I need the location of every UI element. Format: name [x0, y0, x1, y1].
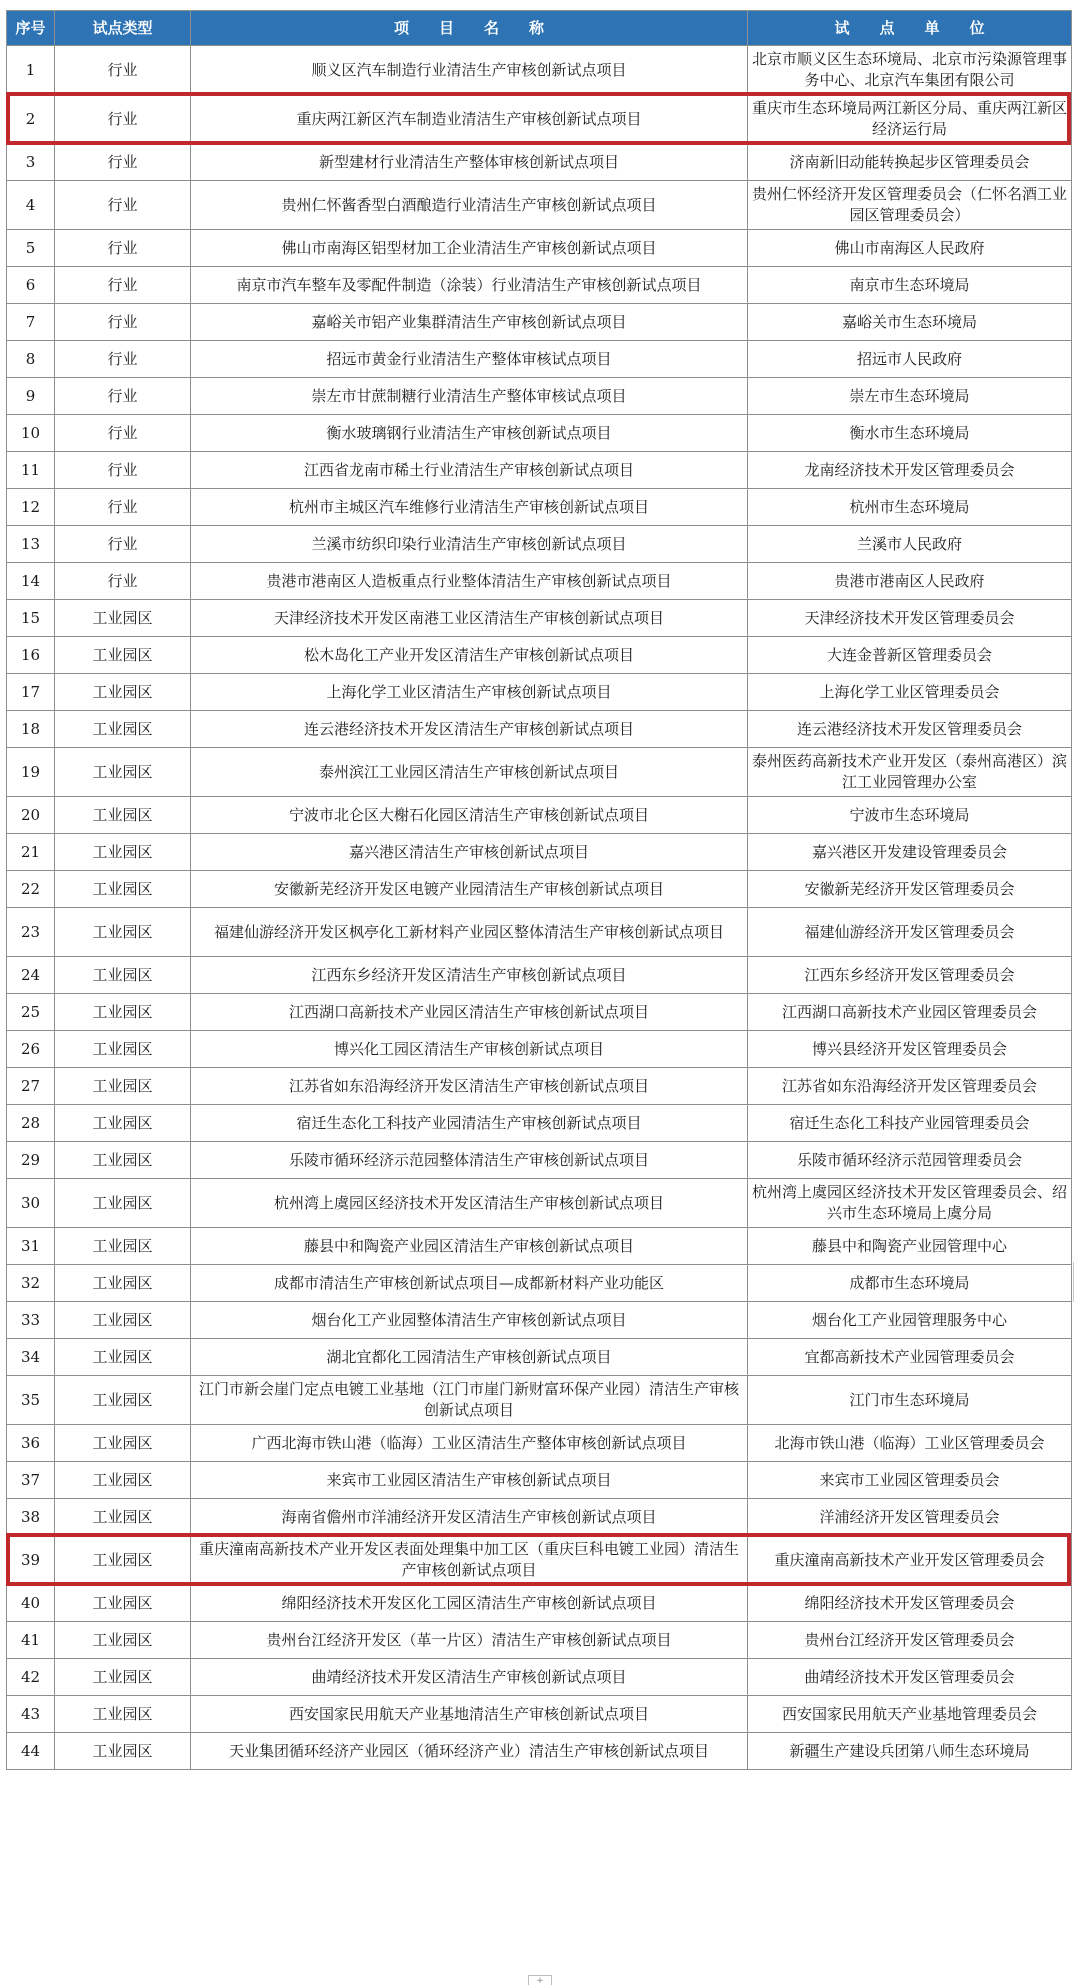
cell-serial-number: 34	[7, 1339, 55, 1376]
cell-pilot-unit: 大连金普新区管理委员会	[748, 637, 1072, 674]
scroll-grip-icon[interactable]: +	[528, 1975, 552, 1985]
cell-pilot-type: 行业	[55, 267, 191, 304]
cell-pilot-type: 工业园区	[55, 1659, 191, 1696]
cell-pilot-type: 工业园区	[55, 1499, 191, 1536]
table-row	[7, 526, 1072, 563]
cell-project-name: 顺义区汽车制造行业清洁生产审核创新试点项目	[191, 46, 748, 95]
cell-serial-number: 19	[7, 748, 55, 797]
cell-project-name: 杭州市主城区汽车维修行业清洁生产审核创新试点项目	[191, 489, 748, 526]
cell-project-name: 贵港市港南区人造板重点行业整体清洁生产审核创新试点项目	[191, 563, 748, 600]
cell-serial-number: 6	[7, 267, 55, 304]
cell-serial-number: 24	[7, 957, 55, 994]
table-row	[7, 711, 1072, 748]
cell-project-name: 乐陵市循环经济示范园整体清洁生产审核创新试点项目	[191, 1142, 748, 1179]
cell-serial-number: 32	[7, 1265, 55, 1302]
cell-pilot-type: 工业园区	[55, 1425, 191, 1462]
cell-serial-number: 20	[7, 797, 55, 834]
cell-pilot-unit: 重庆潼南高新技术产业开发区管理委员会	[748, 1536, 1072, 1585]
table-row	[7, 1142, 1072, 1179]
header-pilot-unit: 试 点 单 位	[748, 11, 1072, 46]
header-pilot-type: 试点类型	[55, 11, 191, 46]
cell-pilot-type: 行业	[55, 378, 191, 415]
cell-project-name: 绵阳经济技术开发区化工园区清洁生产审核创新试点项目	[191, 1585, 748, 1622]
cell-project-name: 新型建材行业清洁生产整体审核创新试点项目	[191, 144, 748, 181]
cell-project-name: 江门市新会崖门定点电镀工业基地（江门市崖门新财富环保产业园）清洁生产审核创新试点项目	[191, 1376, 748, 1425]
cell-pilot-type: 工业园区	[55, 1585, 191, 1622]
cell-pilot-unit: 安徽新芜经济开发区管理委员会	[748, 871, 1072, 908]
cell-pilot-unit: 嘉兴港区开发建设管理委员会	[748, 834, 1072, 871]
cell-serial-number: 29	[7, 1142, 55, 1179]
cell-project-name: 重庆潼南高新技术产业开发区表面处理集中加工区（重庆巨科电镀工业园）清洁生产审核创新试点项目	[191, 1536, 748, 1585]
page-edge-mark	[1073, 1262, 1080, 1302]
cell-pilot-type: 行业	[55, 144, 191, 181]
table-row	[7, 1179, 1072, 1228]
cell-pilot-unit: 泰州医药高新技术产业开发区（泰州高港区）滨江工业园管理办公室	[748, 748, 1072, 797]
table-row	[7, 563, 1072, 600]
cell-pilot-type: 行业	[55, 563, 191, 600]
cell-serial-number: 36	[7, 1425, 55, 1462]
table-row	[7, 1462, 1072, 1499]
table-row	[7, 1228, 1072, 1265]
cell-pilot-unit: 藤县中和陶瓷产业园管理中心	[748, 1228, 1072, 1265]
cell-pilot-unit: 江苏省如东沿海经济开发区管理委员会	[748, 1068, 1072, 1105]
cell-serial-number: 15	[7, 600, 55, 637]
table-row	[7, 600, 1072, 637]
table-row	[7, 748, 1072, 797]
cell-serial-number: 43	[7, 1696, 55, 1733]
cell-project-name: 宿迁生态化工科技产业园清洁生产审核创新试点项目	[191, 1105, 748, 1142]
cell-project-name: 江西省龙南市稀土行业清洁生产审核创新试点项目	[191, 452, 748, 489]
table-row	[7, 1068, 1072, 1105]
cell-project-name: 西安国家民用航天产业基地清洁生产审核创新试点项目	[191, 1696, 748, 1733]
cell-pilot-type: 工业园区	[55, 1376, 191, 1425]
cell-pilot-type: 工业园区	[55, 1179, 191, 1228]
cell-serial-number: 12	[7, 489, 55, 526]
pilot-project-table	[6, 10, 1072, 1770]
cell-pilot-unit: 重庆市生态环境局两江新区分局、重庆两江新区经济运行局	[748, 95, 1072, 144]
cell-serial-number: 39	[7, 1536, 55, 1585]
cell-project-name: 江西湖口高新技术产业园区清洁生产审核创新试点项目	[191, 994, 748, 1031]
table-row	[7, 489, 1072, 526]
cell-serial-number: 40	[7, 1585, 55, 1622]
cell-serial-number: 4	[7, 181, 55, 230]
cell-pilot-unit: 崇左市生态环境局	[748, 378, 1072, 415]
cell-project-name: 成都市清洁生产审核创新试点项目—成都新材料产业功能区	[191, 1265, 748, 1302]
cell-pilot-type: 工业园区	[55, 797, 191, 834]
cell-serial-number: 25	[7, 994, 55, 1031]
cell-pilot-unit: 西安国家民用航天产业基地管理委员会	[748, 1696, 1072, 1733]
table-row	[7, 452, 1072, 489]
cell-pilot-unit: 新疆生产建设兵团第八师生态环境局	[748, 1733, 1072, 1770]
table-row	[7, 267, 1072, 304]
cell-pilot-unit: 福建仙游经济开发区管理委员会	[748, 908, 1072, 957]
cell-pilot-type: 工业园区	[55, 674, 191, 711]
cell-serial-number: 23	[7, 908, 55, 957]
cell-pilot-type: 工业园区	[55, 1142, 191, 1179]
cell-project-name: 衡水玻璃钢行业清洁生产审核创新试点项目	[191, 415, 748, 452]
cell-pilot-type: 行业	[55, 304, 191, 341]
cell-project-name: 佛山市南海区铝型材加工企业清洁生产审核创新试点项目	[191, 230, 748, 267]
cell-project-name: 嘉峪关市铝产业集群清洁生产审核创新试点项目	[191, 304, 748, 341]
table-row	[7, 1302, 1072, 1339]
cell-pilot-type: 行业	[55, 95, 191, 144]
cell-pilot-unit: 招远市人民政府	[748, 341, 1072, 378]
table-row	[7, 144, 1072, 181]
cell-pilot-type: 工业园区	[55, 1536, 191, 1585]
cell-serial-number: 14	[7, 563, 55, 600]
cell-serial-number: 27	[7, 1068, 55, 1105]
cell-project-name: 松木岛化工产业开发区清洁生产审核创新试点项目	[191, 637, 748, 674]
table-row	[7, 378, 1072, 415]
cell-project-name: 江西东乡经济开发区清洁生产审核创新试点项目	[191, 957, 748, 994]
cell-pilot-type: 行业	[55, 341, 191, 378]
cell-pilot-unit: 天津经济技术开发区管理委员会	[748, 600, 1072, 637]
cell-pilot-unit: 兰溪市人民政府	[748, 526, 1072, 563]
cell-serial-number: 37	[7, 1462, 55, 1499]
cell-pilot-unit: 贵港市港南区人民政府	[748, 563, 1072, 600]
cell-project-name: 安徽新芜经济开发区电镀产业园清洁生产审核创新试点项目	[191, 871, 748, 908]
cell-pilot-type: 工业园区	[55, 1339, 191, 1376]
cell-pilot-type: 工业园区	[55, 1302, 191, 1339]
cell-pilot-type: 工业园区	[55, 637, 191, 674]
table-row	[7, 46, 1072, 95]
cell-serial-number: 5	[7, 230, 55, 267]
table-header-row	[7, 11, 1072, 46]
cell-pilot-unit: 贵州仁怀经济开发区管理委员会（仁怀名酒工业园区管理委员会）	[748, 181, 1072, 230]
cell-serial-number: 42	[7, 1659, 55, 1696]
cell-pilot-unit: 绵阳经济技术开发区管理委员会	[748, 1585, 1072, 1622]
cell-serial-number: 7	[7, 304, 55, 341]
cell-pilot-type: 工业园区	[55, 1733, 191, 1770]
cell-pilot-type: 工业园区	[55, 1462, 191, 1499]
table-row	[7, 95, 1072, 144]
cell-pilot-type: 工业园区	[55, 957, 191, 994]
header-serial-number: 序号	[7, 11, 55, 46]
table-row	[7, 834, 1072, 871]
cell-pilot-type: 行业	[55, 526, 191, 563]
pilot-project-sheet	[6, 10, 1071, 1770]
table-row	[7, 230, 1072, 267]
cell-pilot-type: 工业园区	[55, 994, 191, 1031]
cell-serial-number: 2	[7, 95, 55, 144]
cell-serial-number: 31	[7, 1228, 55, 1265]
table-row	[7, 1622, 1072, 1659]
cell-project-name: 博兴化工园区清洁生产审核创新试点项目	[191, 1031, 748, 1068]
cell-pilot-unit: 曲靖经济技术开发区管理委员会	[748, 1659, 1072, 1696]
cell-pilot-type: 工业园区	[55, 834, 191, 871]
cell-pilot-unit: 江西东乡经济开发区管理委员会	[748, 957, 1072, 994]
cell-project-name: 泰州滨江工业园区清洁生产审核创新试点项目	[191, 748, 748, 797]
table-row	[7, 415, 1072, 452]
table-row	[7, 1425, 1072, 1462]
cell-pilot-unit: 洋浦经济开发区管理委员会	[748, 1499, 1072, 1536]
table-row	[7, 1339, 1072, 1376]
table-row	[7, 1696, 1072, 1733]
table-row	[7, 1536, 1072, 1585]
cell-pilot-type: 工业园区	[55, 600, 191, 637]
cell-pilot-unit: 连云港经济技术开发区管理委员会	[748, 711, 1072, 748]
cell-project-name: 湖北宜都化工园清洁生产审核创新试点项目	[191, 1339, 748, 1376]
cell-project-name: 江苏省如东沿海经济开发区清洁生产审核创新试点项目	[191, 1068, 748, 1105]
cell-project-name: 杭州湾上虞园区经济技术开发区清洁生产审核创新试点项目	[191, 1179, 748, 1228]
cell-pilot-type: 行业	[55, 452, 191, 489]
cell-pilot-type: 工业园区	[55, 908, 191, 957]
table-row	[7, 1265, 1072, 1302]
cell-pilot-unit: 江西湖口高新技术产业园区管理委员会	[748, 994, 1072, 1031]
cell-pilot-unit: 贵州台江经济开发区管理委员会	[748, 1622, 1072, 1659]
cell-pilot-unit: 江门市生态环境局	[748, 1376, 1072, 1425]
cell-project-name: 重庆两江新区汽车制造业清洁生产审核创新试点项目	[191, 95, 748, 144]
cell-project-name: 嘉兴港区清洁生产审核创新试点项目	[191, 834, 748, 871]
cell-serial-number: 21	[7, 834, 55, 871]
cell-project-name: 招远市黄金行业清洁生产整体审核试点项目	[191, 341, 748, 378]
cell-project-name: 天业集团循环经济产业园区（循环经济产业）清洁生产审核创新试点项目	[191, 1733, 748, 1770]
cell-serial-number: 22	[7, 871, 55, 908]
table-row	[7, 1031, 1072, 1068]
cell-pilot-type: 行业	[55, 46, 191, 95]
cell-pilot-type: 工业园区	[55, 1622, 191, 1659]
cell-serial-number: 28	[7, 1105, 55, 1142]
cell-pilot-type: 工业园区	[55, 1228, 191, 1265]
table-row	[7, 1659, 1072, 1696]
cell-serial-number: 8	[7, 341, 55, 378]
cell-serial-number: 26	[7, 1031, 55, 1068]
cell-project-name: 连云港经济技术开发区清洁生产审核创新试点项目	[191, 711, 748, 748]
cell-pilot-unit: 宜都高新技术产业园管理委员会	[748, 1339, 1072, 1376]
table-row	[7, 1499, 1072, 1536]
cell-pilot-type: 工业园区	[55, 1105, 191, 1142]
cell-project-name: 南京市汽车整车及零配件制造（涂装）行业清洁生产审核创新试点项目	[191, 267, 748, 304]
cell-pilot-unit: 济南新旧动能转换起步区管理委员会	[748, 144, 1072, 181]
cell-serial-number: 38	[7, 1499, 55, 1536]
cell-pilot-unit: 杭州湾上虞园区经济技术开发区管理委员会、绍兴市生态环境局上虞分局	[748, 1179, 1072, 1228]
cell-project-name: 海南省儋州市洋浦经济开发区清洁生产审核创新试点项目	[191, 1499, 748, 1536]
cell-pilot-unit: 南京市生态环境局	[748, 267, 1072, 304]
cell-pilot-unit: 宁波市生态环境局	[748, 797, 1072, 834]
cell-pilot-unit: 来宾市工业园区管理委员会	[748, 1462, 1072, 1499]
cell-serial-number: 44	[7, 1733, 55, 1770]
cell-serial-number: 10	[7, 415, 55, 452]
cell-project-name: 贵州台江经济开发区（革一片区）清洁生产审核创新试点项目	[191, 1622, 748, 1659]
cell-pilot-type: 工业园区	[55, 1031, 191, 1068]
table-row	[7, 181, 1072, 230]
table-row	[7, 637, 1072, 674]
cell-serial-number: 17	[7, 674, 55, 711]
cell-pilot-unit: 上海化学工业区管理委员会	[748, 674, 1072, 711]
cell-pilot-type: 工业园区	[55, 1696, 191, 1733]
cell-pilot-unit: 佛山市南海区人民政府	[748, 230, 1072, 267]
cell-pilot-type: 行业	[55, 181, 191, 230]
cell-project-name: 上海化学工业区清洁生产审核创新试点项目	[191, 674, 748, 711]
cell-serial-number: 9	[7, 378, 55, 415]
cell-serial-number: 41	[7, 1622, 55, 1659]
cell-pilot-unit: 龙南经济技术开发区管理委员会	[748, 452, 1072, 489]
cell-pilot-unit: 嘉峪关市生态环境局	[748, 304, 1072, 341]
header-project-name: 项 目 名 称	[191, 11, 748, 46]
cell-project-name: 兰溪市纺织印染行业清洁生产审核创新试点项目	[191, 526, 748, 563]
table-row	[7, 1376, 1072, 1425]
cell-serial-number: 1	[7, 46, 55, 95]
cell-pilot-type: 工业园区	[55, 1265, 191, 1302]
cell-pilot-unit: 衡水市生态环境局	[748, 415, 1072, 452]
cell-project-name: 贵州仁怀酱香型白酒酿造行业清洁生产审核创新试点项目	[191, 181, 748, 230]
table-row	[7, 1105, 1072, 1142]
table-row	[7, 674, 1072, 711]
cell-pilot-unit: 烟台化工产业园管理服务中心	[748, 1302, 1072, 1339]
cell-pilot-type: 工业园区	[55, 748, 191, 797]
cell-pilot-unit: 宿迁生态化工科技产业园管理委员会	[748, 1105, 1072, 1142]
cell-pilot-type: 工业园区	[55, 1068, 191, 1105]
cell-pilot-unit: 乐陵市循环经济示范园管理委员会	[748, 1142, 1072, 1179]
cell-project-name: 天津经济技术开发区南港工业区清洁生产审核创新试点项目	[191, 600, 748, 637]
cell-serial-number: 18	[7, 711, 55, 748]
cell-project-name: 宁波市北仑区大榭石化园区清洁生产审核创新试点项目	[191, 797, 748, 834]
cell-pilot-unit: 北京市顺义区生态环境局、北京市污染源管理事务中心、北京汽车集团有限公司	[748, 46, 1072, 95]
cell-pilot-type: 工业园区	[55, 711, 191, 748]
table-body	[7, 46, 1072, 1770]
table-row	[7, 908, 1072, 957]
cell-serial-number: 35	[7, 1376, 55, 1425]
cell-pilot-type: 行业	[55, 489, 191, 526]
cell-pilot-unit: 博兴县经济开发区管理委员会	[748, 1031, 1072, 1068]
cell-serial-number: 16	[7, 637, 55, 674]
cell-pilot-type: 行业	[55, 415, 191, 452]
cell-project-name: 曲靖经济技术开发区清洁生产审核创新试点项目	[191, 1659, 748, 1696]
table-row	[7, 797, 1072, 834]
cell-serial-number: 3	[7, 144, 55, 181]
table-row	[7, 341, 1072, 378]
cell-serial-number: 30	[7, 1179, 55, 1228]
cell-serial-number: 11	[7, 452, 55, 489]
cell-project-name: 广西北海市铁山港（临海）工业区清洁生产整体审核创新试点项目	[191, 1425, 748, 1462]
cell-pilot-unit: 成都市生态环境局	[748, 1265, 1072, 1302]
cell-project-name: 来宾市工业园区清洁生产审核创新试点项目	[191, 1462, 748, 1499]
cell-pilot-unit: 杭州市生态环境局	[748, 489, 1072, 526]
cell-project-name: 福建仙游经济开发区枫亭化工新材料产业园区整体清洁生产审核创新试点项目	[191, 908, 748, 957]
cell-project-name: 崇左市甘蔗制糖行业清洁生产整体审核试点项目	[191, 378, 748, 415]
cell-pilot-type: 行业	[55, 230, 191, 267]
cell-pilot-type: 工业园区	[55, 871, 191, 908]
table-row	[7, 994, 1072, 1031]
table-row	[7, 1733, 1072, 1770]
cell-pilot-unit: 北海市铁山港（临海）工业区管理委员会	[748, 1425, 1072, 1462]
table-row	[7, 871, 1072, 908]
table-row	[7, 304, 1072, 341]
cell-project-name: 藤县中和陶瓷产业园区清洁生产审核创新试点项目	[191, 1228, 748, 1265]
table-row	[7, 1585, 1072, 1622]
cell-project-name: 烟台化工产业园整体清洁生产审核创新试点项目	[191, 1302, 748, 1339]
cell-serial-number: 33	[7, 1302, 55, 1339]
cell-serial-number: 13	[7, 526, 55, 563]
table-row	[7, 957, 1072, 994]
